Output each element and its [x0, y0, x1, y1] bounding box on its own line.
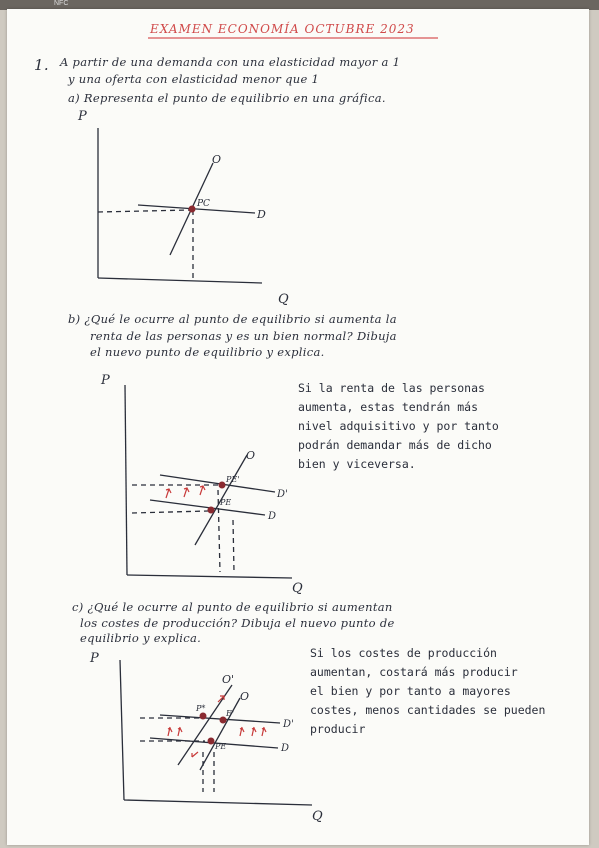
- graph-c-demand-new-label: D': [283, 719, 294, 730]
- part-c-prompt-line-2: los costes de producción? Dibuja el nuevo punto de: [80, 616, 395, 630]
- part-c-answer-line: Si los costes de producción: [310, 646, 497, 660]
- graph-c-eq-new-label: E': [226, 709, 235, 718]
- top-strip-text: NFC: [54, 0, 69, 7]
- graph-c-y-axis: [120, 660, 124, 800]
- graph-a-q-label: Q: [278, 292, 289, 307]
- graph-b-supply-label: O: [246, 449, 256, 462]
- part-b-answer-line: bien y viceversa.: [298, 457, 416, 471]
- part-b-answer-line: podrán demandar más de dicho: [298, 438, 492, 452]
- graph-b-quantity-guide: [233, 520, 234, 572]
- part-c-answer-line: el bien y por tanto a mayores: [310, 684, 511, 698]
- graph-b-price-guide: [132, 511, 208, 513]
- question-line-1: A partir de una demanda con una elasticidad mayor a 1: [60, 55, 401, 69]
- part-c-prompt-line-3: equilibrio y explica.: [80, 631, 202, 645]
- part-b-prompt-line-3: el nuevo punto de equilibrio y explica.: [90, 345, 325, 359]
- graph-b-shift-arrows: [166, 486, 205, 498]
- graph-b-eq-new-point: [219, 482, 226, 489]
- graph-b-x-axis: [127, 575, 292, 578]
- graph-c-p-label: P: [90, 651, 99, 666]
- part-c-answer-line: producir: [310, 722, 366, 736]
- graph-c-supply-new-label: O': [222, 673, 235, 686]
- graph-b-demand-label: D: [268, 511, 277, 522]
- question-number: 1.: [34, 56, 49, 74]
- part-c-answer-line: aumentan, costará más producir: [310, 665, 518, 679]
- graph-b-demand-line: [150, 500, 265, 515]
- part-b-prompt-line-1: b) ¿Qué le ocurre al punto de equilibrio si aumenta la: [68, 312, 397, 326]
- graph-c-eq-point: [208, 738, 215, 745]
- graph-a-eq-label: PC: [197, 199, 210, 209]
- question-line-2: y una oferta con elasticidad menor que 1: [68, 72, 320, 86]
- graph-b-q-label: Q: [292, 581, 303, 596]
- graph-c-supply-label: O: [240, 690, 250, 703]
- graph-b-demand-new-label: D': [277, 489, 288, 500]
- graph-a-price-guide: [98, 210, 190, 212]
- graph-c-eq-alt-point: [200, 713, 207, 720]
- graph-b-eq-label: PE: [220, 498, 232, 507]
- part-c-answer-line: costes, menos cantidades se pueden: [310, 703, 546, 717]
- graph-c: [120, 660, 312, 805]
- exam-title: EXAMEN ECONOMÍA OCTUBRE 2023: [150, 22, 415, 36]
- graph-a-x-axis: [98, 278, 262, 283]
- graph-b-demand-new-line: [160, 475, 275, 492]
- graph-b-eq-new-label: PE': [226, 475, 240, 484]
- graph-a: [98, 128, 262, 283]
- graph-c-x-axis: [124, 800, 312, 805]
- part-c-prompt-line-1: c) ¿Qué le ocurre al punto de equilibrio si aumentan: [72, 600, 393, 614]
- part-b-answer-line: nivel adquisitivo y por tanto: [298, 419, 499, 433]
- graph-a-demand-label: D: [257, 208, 266, 221]
- graph-b: [125, 385, 292, 578]
- graph-a-equilibrium-point: [189, 206, 196, 213]
- graph-b-p-label: P: [101, 373, 110, 388]
- part-b-prompt-line-2: renta de las personas y es un bien normal? Dibuja: [90, 329, 397, 343]
- graph-a-supply-label: O: [212, 153, 222, 166]
- graph-a-p-label: P: [78, 109, 87, 124]
- graph-b-eq-point: [208, 507, 215, 514]
- graph-c-q-label: Q: [312, 809, 323, 824]
- part-b-answer-line: aumenta, estas tendrán más: [298, 400, 479, 414]
- graph-c-demand-label: D: [281, 743, 290, 754]
- part-a-prompt: a) Representa el punto de equilibrio en una gráfica.: [68, 91, 386, 105]
- graph-c-eq-alt-label: P*: [196, 704, 206, 713]
- graph-c-eq-label: PE: [215, 742, 227, 751]
- graph-b-y-axis: [125, 385, 127, 575]
- part-b-answer-line: Si la renta de las personas: [298, 381, 485, 395]
